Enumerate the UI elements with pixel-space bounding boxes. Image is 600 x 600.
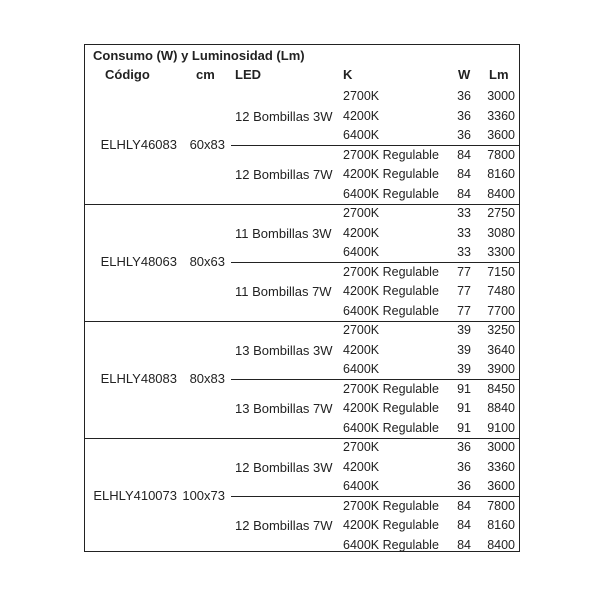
product-code: ELHLY46083	[100, 137, 177, 152]
led-config-7w: 13 Bombillas 7W	[235, 401, 333, 416]
watts: 36	[457, 89, 471, 103]
table-row	[85, 460, 519, 480]
color-temperature: 2700K	[343, 323, 380, 337]
header-lm: Lm	[489, 67, 509, 82]
watts: 39	[457, 362, 471, 376]
table-row	[85, 323, 519, 343]
watts: 91	[457, 420, 471, 435]
table-row	[85, 518, 519, 538]
watts: 84	[457, 147, 471, 162]
lumens: 3300	[487, 245, 515, 259]
product-size: 80x83	[189, 371, 225, 386]
header-cm: cm	[196, 67, 215, 82]
product-code: ELHLY48063	[100, 254, 177, 269]
lumens: 3640	[487, 342, 515, 357]
color-temperature: 4200K Regulable	[343, 401, 439, 415]
lumens: 3900	[487, 362, 515, 376]
color-temperature: 6400K	[343, 128, 380, 142]
lumens: 3600	[487, 479, 515, 493]
lumens: 2750	[487, 206, 515, 220]
color-temperature: 2700K Regulable	[343, 498, 439, 513]
table-row	[85, 284, 519, 304]
group-divider	[85, 321, 519, 322]
table-row	[85, 440, 519, 460]
color-temperature: 6400K	[343, 245, 380, 259]
table-title: Consumo (W) y Luminosidad (Lm)	[93, 48, 305, 63]
color-temperature: 4200K	[343, 342, 380, 357]
table-row	[85, 148, 519, 168]
spec-table	[84, 44, 520, 552]
watts: 33	[457, 206, 471, 220]
table-row	[85, 206, 519, 226]
color-temperature: 6400K Regulable	[343, 303, 439, 318]
color-temperature: 2700K	[343, 206, 380, 220]
watts: 36	[457, 108, 471, 123]
watts: 33	[457, 245, 471, 259]
lumens: 7480	[487, 284, 515, 298]
header-led: LED	[235, 67, 261, 82]
color-temperature: 2700K Regulable	[343, 381, 439, 396]
table-row	[85, 343, 519, 363]
table-row	[85, 401, 519, 421]
watts: 91	[457, 401, 471, 415]
product-size: 80x63	[189, 254, 225, 269]
led-config-7w: 12 Bombillas 7W	[235, 518, 333, 533]
product-size: 100x73	[182, 488, 225, 503]
table-row	[85, 89, 519, 109]
lumens: 9100	[487, 420, 515, 435]
product-size: 60x83	[189, 137, 225, 152]
product-group	[85, 204, 519, 321]
watts: 84	[457, 537, 471, 552]
table-row	[85, 265, 519, 285]
lumens: 8160	[487, 518, 515, 532]
lumens: 3080	[487, 225, 515, 240]
lumens: 3250	[487, 323, 515, 337]
lumens: 7150	[487, 264, 515, 279]
color-temperature: 6400K	[343, 362, 380, 376]
lumens: 3600	[487, 128, 515, 142]
product-group	[85, 438, 519, 555]
color-temperature: 2700K Regulable	[343, 147, 439, 162]
lumens: 3360	[487, 108, 515, 123]
watts: 39	[457, 323, 471, 337]
product-code: ELHLY48083	[100, 371, 177, 386]
color-temperature: 4200K Regulable	[343, 518, 439, 532]
led-config-3w: 12 Bombillas 3W	[235, 108, 333, 124]
table-row	[85, 479, 519, 499]
led-config-7w: 12 Bombillas 7W	[235, 167, 333, 182]
table-row	[85, 226, 519, 246]
color-temperature: 4200K	[343, 225, 380, 240]
color-temperature: 6400K Regulable	[343, 420, 439, 435]
watts: 84	[457, 498, 471, 513]
watts: 36	[457, 479, 471, 493]
table-row	[85, 362, 519, 382]
lumens: 3360	[487, 459, 515, 474]
watts: 84	[457, 186, 471, 201]
table-row	[85, 382, 519, 402]
table-row	[85, 499, 519, 519]
watts: 84	[457, 518, 471, 532]
group-divider	[85, 204, 519, 205]
product-group	[85, 321, 519, 438]
color-temperature: 2700K	[343, 89, 380, 103]
watts: 36	[457, 459, 471, 474]
watts: 84	[457, 167, 471, 181]
color-temperature: 4200K	[343, 108, 380, 123]
table-row	[85, 245, 519, 265]
watts: 36	[457, 128, 471, 142]
group-divider	[85, 438, 519, 439]
product-group	[85, 87, 519, 204]
lumens: 8840	[487, 401, 515, 415]
color-temperature: 4200K Regulable	[343, 284, 439, 298]
led-config-3w: 12 Bombillas 3W	[235, 459, 333, 475]
lumens: 8160	[487, 167, 515, 181]
color-temperature: 6400K Regulable	[343, 537, 439, 552]
lumens: 3000	[487, 89, 515, 103]
watts: 77	[457, 264, 471, 279]
table-row	[85, 167, 519, 187]
header-w: W	[458, 67, 471, 82]
watts: 77	[457, 284, 471, 298]
watts: 91	[457, 381, 471, 396]
led-config-3w: 11 Bombillas 3W	[235, 225, 332, 241]
lumens: 7800	[487, 498, 515, 513]
watts: 36	[457, 440, 471, 454]
color-temperature: 6400K	[343, 479, 380, 493]
watts: 77	[457, 303, 471, 318]
table-row	[85, 109, 519, 129]
led-config-3w: 13 Bombillas 3W	[235, 342, 333, 358]
header-k: K	[343, 67, 353, 82]
lumens: 8400	[487, 186, 515, 201]
lumens: 8450	[487, 381, 515, 396]
header-codigo: Código	[105, 67, 150, 82]
lumens: 3000	[487, 440, 515, 454]
color-temperature: 6400K Regulable	[343, 186, 439, 201]
product-code: ELHLY410073	[93, 488, 177, 503]
table-row	[85, 538, 519, 558]
watts: 39	[457, 342, 471, 357]
color-temperature: 4200K Regulable	[343, 167, 439, 181]
color-temperature: 4200K	[343, 459, 380, 474]
lumens: 8400	[487, 537, 515, 552]
lumens: 7800	[487, 147, 515, 162]
watts: 33	[457, 225, 471, 240]
led-config-7w: 11 Bombillas 7W	[235, 284, 332, 299]
table-row	[85, 128, 519, 148]
lumens: 7700	[487, 303, 515, 318]
color-temperature: 2700K Regulable	[343, 264, 439, 279]
color-temperature: 2700K	[343, 440, 380, 454]
